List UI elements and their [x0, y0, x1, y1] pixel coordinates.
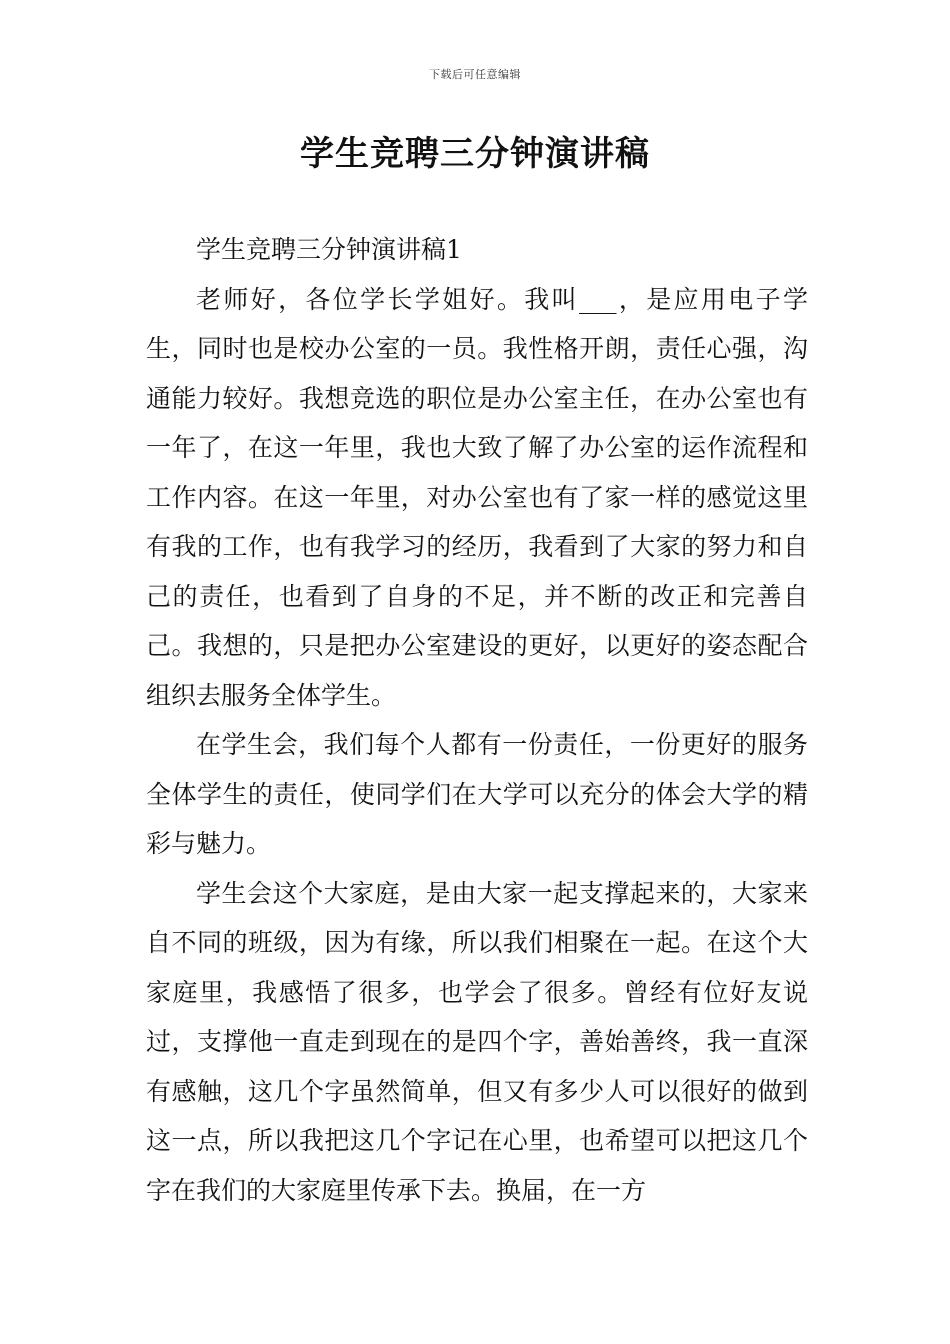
document-body — [146, 225, 808, 1215]
document-title: 学生竞聘三分钟演讲稿 — [300, 134, 650, 174]
header-note: 下载后可任意编辑 — [429, 68, 521, 81]
section-heading: 学生竞聘三分钟演讲稿1 — [196, 235, 462, 264]
paragraph: 学生会这个大家庭，是由大家一起支撑起来的，大家来自不同的班级，因为有缘，所以我们相聚在一起。在这个大家庭里，我感悟了很多，也学会了很多。曾经有位好友说过，支撑他一直走到现在的是四个字，善始善终，我一直深有感触，这几个字虽然简单，但又有多少人可以很好的做到这一点，所以我把这几个字记在心里，也希望可以把这几个字在我们的大家庭里传承下去。换届，在一方 — [146, 878, 808, 1205]
paragraph: 在学生会，我们每个人都有一份责任，一份更好的服务全体学生的责任，使同学们在大学可以充分的体会大学的精彩与魅力。 — [146, 730, 808, 858]
paragraph: 老师好，各位学长学姐好。我叫___，是应用电子学生，同时也是校办公室的一员。我性格开朗，责任心强，沟通能力较好。我想竞选的职位是办公室主任，在办公室也有一年了，在这一年里，我也大致了解了办公室的运作流程和工作内容。在这一年里，对办公室也有了家一样的感觉这里有我的工作，也有我学习的经历，我看到了大家的努力和自己的责任，也看到了自身的不足，并不断的改正和完善自己。我想的，只是把办公室建设的更好，以更好的姿态配合组织去服务全体学生。 — [146, 284, 808, 710]
